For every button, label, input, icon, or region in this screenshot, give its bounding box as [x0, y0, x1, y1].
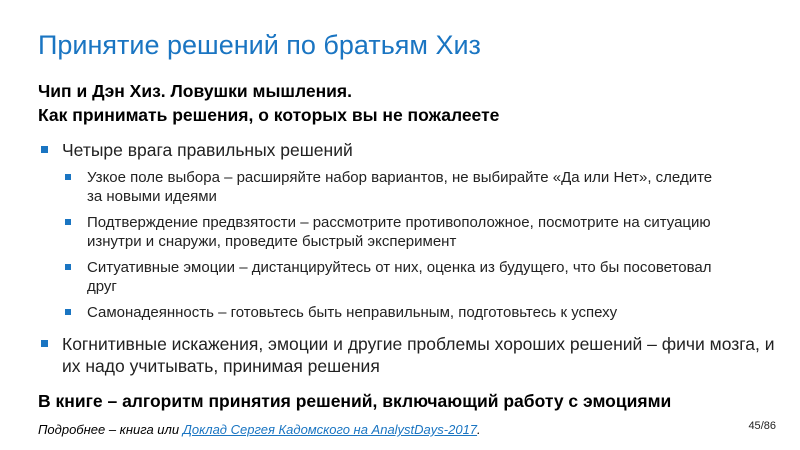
- square-bullet-icon: [65, 309, 71, 315]
- page-number: [748, 420, 776, 432]
- square-bullet-icon: [65, 264, 71, 270]
- footnote-prefix: Подробнее – книга или: [38, 422, 183, 437]
- bullet-cognitive-biases: [38, 333, 777, 377]
- square-bullet-icon: [41, 146, 48, 153]
- slide-title: Принятие решений по братьям Хиз: [38, 30, 481, 60]
- page-current: 45: [748, 420, 761, 432]
- book-subtitle-line-2: Как принимать решения, о которых вы не пожалеете: [38, 105, 500, 125]
- square-bullet-icon: [65, 219, 71, 225]
- sub-bullet-confirmation-bias: [62, 213, 727, 251]
- bullet-text: Когнитивные искажения, эмоции и другие проблемы хороших решений – фичи мозга, и их надо учитывать, принимая решения: [62, 334, 775, 376]
- square-bullet-icon: [65, 174, 71, 180]
- bullet-four-enemies: [38, 139, 777, 161]
- sub-bullet-short-term-emotion: [62, 258, 727, 296]
- footnote-suffix: .: [477, 422, 481, 437]
- sub-bullet-text: Подтверждение предвзятости – рассмотрите противоположное, посмотрите на ситуацию изнутри и снаружи, проведите быстрый эксперимент: [87, 214, 711, 250]
- sub-bullet-text: Ситуативные эмоции – дистанцируйтесь от них, оценка из будущего, что бы посоветовал друг: [87, 259, 712, 295]
- sub-bullet-overconfidence: [62, 303, 727, 322]
- footnote: [38, 422, 481, 437]
- talk-link[interactable]: Доклад Сергея Кадомского на AnalystDays-2017: [182, 422, 478, 437]
- bullet-text: Четыре врага правильных решений: [62, 140, 353, 160]
- square-bullet-icon: [41, 340, 48, 347]
- page-total: 86: [763, 420, 776, 432]
- sub-bullet-text: Самонадеянность – готовьтесь быть неправильным, подготовьтесь к успеху: [87, 304, 618, 321]
- book-conclusion: В книге – алгоритм принятия решений, включающий работу с эмоциями: [38, 391, 672, 411]
- book-subtitle-line-1: Чип и Дэн Хиз. Ловушки мышления.: [38, 81, 353, 101]
- sub-bullet-narrow-framing: [62, 168, 727, 206]
- sub-bullet-text: Узкое поле выбора – расширяйте набор вариантов, не выбирайте «Да или Нет», следите за новыми идеями: [87, 169, 713, 205]
- page-separator: /: [760, 420, 764, 432]
